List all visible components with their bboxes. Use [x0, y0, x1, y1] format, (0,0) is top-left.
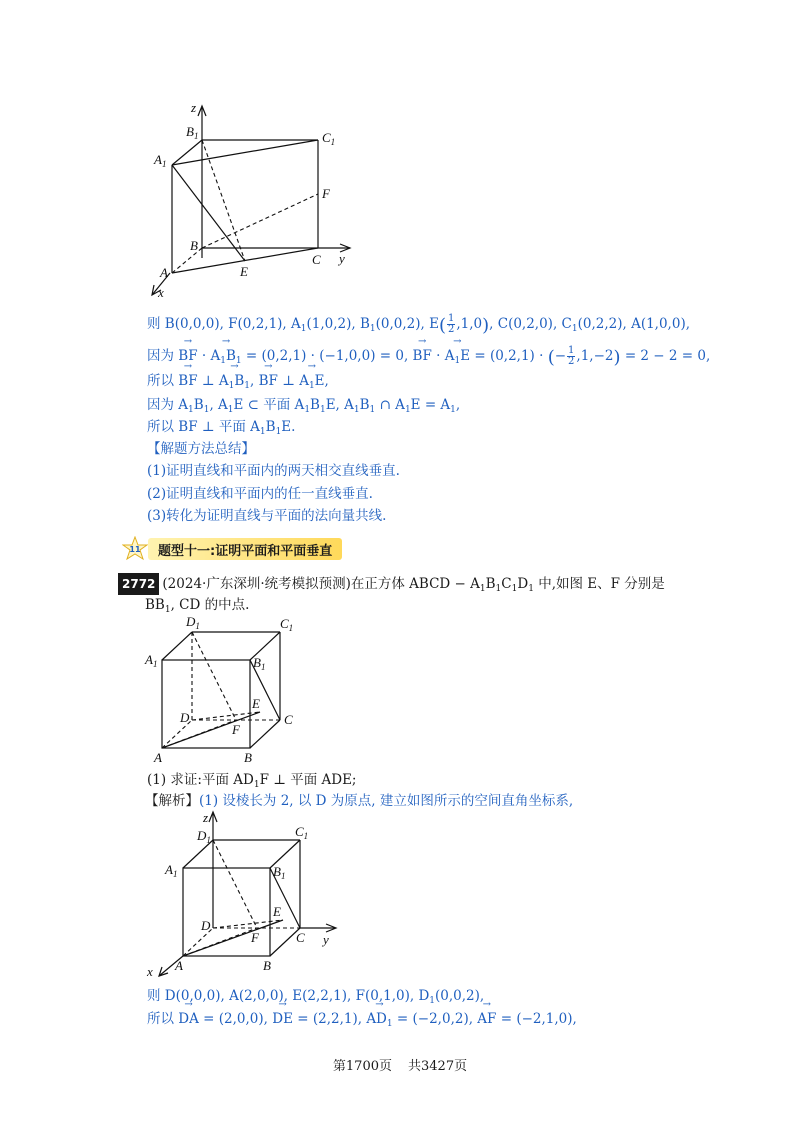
vector-ad1: → $AD_1$	[366, 1010, 392, 1033]
vector-bf-3: → BF	[178, 372, 197, 390]
label-c: C	[296, 930, 305, 945]
label-y: y	[323, 932, 329, 947]
label-f: F	[251, 930, 259, 945]
solution-line-plane-contains: 因为 $A_1B_1$, $A_1E$ ⊂ 平面 $A_1B_1E$, $A_1B_1$ ∩ $A_1E = A_1$,	[147, 397, 461, 415]
label-c1: $C_1$	[280, 616, 294, 633]
section-title: 题型十一:证明平面和平面垂直	[148, 538, 342, 560]
method-item-3: (3)转化为证明直线与平面的法向量共线.	[147, 508, 387, 524]
method-item-2: (2)证明直线和平面内的任一直线垂直.	[147, 486, 373, 502]
segment-d1-f-dashed	[192, 632, 236, 720]
figure-2-cube	[140, 612, 315, 764]
solution-line-perpendicular: 所以 → BF ⊥ → $A_1B_1$, → BF ⊥ → $A_1E$,	[147, 372, 329, 395]
method-summary-title: 【解题方法总结】	[147, 441, 255, 457]
vector-a1b1-2: → $A_1B_1$	[219, 372, 250, 395]
label-f: F	[322, 186, 330, 201]
solution-line-dot-products: 因为 → BF · → $A_1B_1 = (0,2,1) \cdot (-1,0,0) = 0$, → BF · → $A_1E = (0,2,1)$ · (− $\frac{1}{2}$ ,1,−2) = 2 − 2 = 0,	[147, 346, 710, 370]
page-footer	[0, 1055, 800, 1074]
label-a: A	[160, 265, 168, 280]
page-total: 共3427页	[408, 1059, 468, 1074]
label-a: A	[154, 750, 162, 764]
label-a: A	[175, 958, 183, 973]
label-b: B	[190, 238, 198, 253]
vector-bf-4: → BF	[259, 372, 278, 390]
label-f: F	[232, 722, 240, 737]
vector-a1e-2: → $A_1E$	[299, 372, 324, 395]
analysis-line: 【解析】(1) 设棱长为 2, 以 D 为原点, 建立如图所示的空间直角坐标系,	[145, 793, 574, 809]
label-x: x	[147, 964, 153, 979]
solution2-vectors: 所以 → DA = (2,0,0), → DE = (2,2,1), → $AD_1 = (-2,0,2)$, → AF = (−2,1,0),	[147, 1010, 577, 1033]
edge-b-c	[250, 720, 280, 748]
label-c: C	[312, 252, 321, 267]
label-c: C	[284, 712, 293, 727]
label-e: E	[273, 904, 281, 919]
segment-a1-e	[172, 165, 245, 261]
vector-da: → DA	[178, 1010, 199, 1028]
solution2-coordinates: 则 D(0,0,0), A(2,0,0), E(2,2,1), F(0,1,0), $D_1(0,0,2)$,	[147, 988, 485, 1006]
figure-3-cube-coordinates	[145, 810, 345, 980]
label-d: D	[180, 710, 190, 725]
method-item-1: (1)证明直线和平面内的两天相交直线垂直.	[147, 463, 400, 479]
analysis-tag: 【解析】	[145, 793, 199, 809]
label-a1: $A_1$	[154, 152, 167, 169]
vector-a1b1: → $A_1B_1$	[210, 347, 241, 370]
figure-1-coordinate-prism	[140, 98, 360, 303]
part-1-question: (1) 求证:平面 $AD_1F$ ⊥ 平面 ADE;	[147, 772, 357, 790]
problem-number-badge: 2772	[118, 573, 159, 595]
problem-statement-line-2: $BB_1$, CD 的中点.	[145, 597, 250, 615]
solution-line-conclusion: 所以 BF ⊥ 平面 $A_1B_1E$.	[147, 419, 296, 437]
label-b: B	[263, 958, 271, 973]
label-z: z	[203, 810, 209, 825]
vector-bf: → BF	[178, 347, 197, 365]
vector-bf-2: → BF	[413, 347, 432, 365]
label-b: B	[244, 750, 252, 764]
label-e: E	[252, 696, 260, 711]
label-b1: $B_1$	[273, 864, 286, 881]
label-c1: $C_1$	[295, 824, 309, 841]
label-b1: $B_1$	[253, 655, 266, 672]
section-number: 11	[129, 545, 141, 554]
label-c1: $C_1$	[322, 130, 336, 147]
label-b1: $B_1$	[186, 124, 199, 141]
label-y: y	[339, 251, 345, 266]
label-e: E	[240, 264, 248, 279]
label-d: D	[201, 918, 211, 933]
label-z: z	[191, 100, 197, 115]
page-number: 第1700页	[332, 1059, 392, 1074]
segment-d1-f-dashed	[213, 840, 257, 928]
edge-a1-b1	[172, 140, 202, 165]
problem-statement-line-1: 2772 (2024·广东深圳·统考模拟预测)在正方体 ABCD − $A_1B_1C_1D_1$ 中,如图 E、F 分别是	[118, 573, 665, 598]
vector-a1e: → $A_1E$	[445, 347, 470, 370]
solution-line-coordinates: 则 B(0,0,0), F(0,2,1), $A_1(1,0,2)$, $B_1(0,0,2)$, E( $\frac{1}{2}$ ,1,0), C(0,2,0), $C_1(0,2,2)$, A(1,0,0),	[147, 313, 690, 336]
label-a1: $A_1$	[165, 862, 178, 879]
segment-b-f-dashed	[202, 194, 318, 248]
edge-a1-d1	[162, 632, 192, 660]
edge-a1-c1	[172, 140, 318, 165]
section-header	[122, 536, 342, 562]
vector-af: → AF	[477, 1010, 496, 1028]
label-d1: $D_1$	[186, 614, 200, 631]
fraction-one-half-2: $\frac{1}{2}$	[568, 345, 575, 367]
vector-de: → DE	[272, 1010, 293, 1028]
star-icon	[122, 536, 148, 562]
fraction-one-half: $\frac{1}{2}$	[447, 313, 455, 335]
label-x: x	[158, 285, 164, 300]
label-a1: $A_1$	[145, 652, 158, 669]
label-d1: $D_1$	[197, 828, 211, 845]
